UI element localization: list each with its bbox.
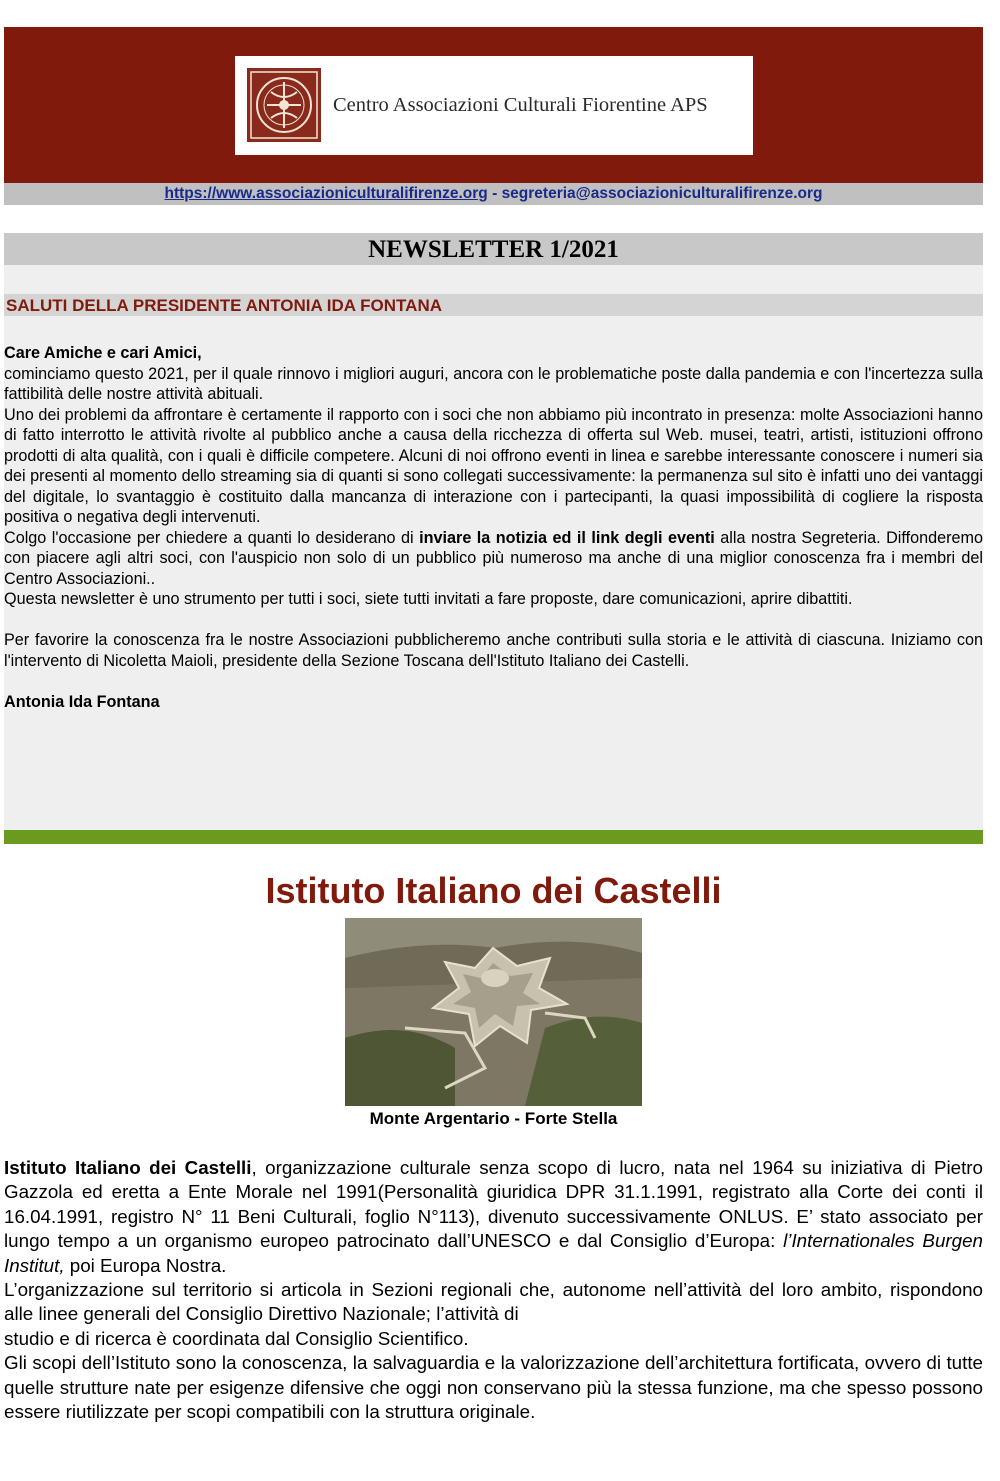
greeting-body — [4, 343, 983, 712]
greeting-paragraph: Per favorire la conoscenza fra le nostre Associazioni pubblicheremo anche contributi sulla storia e le attività di ciascuna. Iniziamo con l'intervento di Nicoletta Maioli, presidente della Sezione Toscana dell'Istituto Italiano dei Castelli. — [4, 631, 983, 670]
greeting-section — [4, 265, 983, 840]
photo-caption: Monte Argentario - Forte Stella — [369, 1109, 618, 1128]
article-paragraph: Istituto Italiano dei Castelli, organizzazione culturale senza scopo di lucro, nata nel 1964 su iniziativa di Pietro Gazzola ed eretta a Ente Morale nel 1991(Personalità giuridica DPR 31.1.1991, registrato alla Corte dei conti il 16.04.1991, registro N° 11 Beni Culturali, foglio N°113), divenuto successivamente ONLUS. E’ stato associato per lungo tempo a un organismo europeo patrocinato dall’UNESCO e dal Consiglio d’Europa: l’Internationales Burgen Institut, poi Europa Nostra. — [4, 1157, 984, 1276]
contact-links — [4, 183, 983, 205]
section-divider — [4, 830, 983, 844]
link-separator: - — [487, 185, 502, 202]
newsletter-title: NEWSLETTER 1/2021 — [4, 233, 983, 265]
salutation: Care Amiche e cari Amici, — [4, 344, 202, 362]
article-paragraph: L’organizzazione sul territorio si articola in Sezioni regionali che, autonome nell’attività del loro ambito, rispondono alle linee generali del Consiglio Direttivo Nazionale; l’attività di studio e di ricerca è coordinata dal Consiglio Scientifico. — [4, 1279, 983, 1349]
greeting-heading: SALUTI DELLA PRESIDENTE ANTONIA IDA FONTANA — [4, 294, 983, 316]
greeting-paragraph: Questa newsletter è uno strumento per tutti i soci, siete tutti invitati a fare proposte, dare comunicazioni, aprire dibattiti. — [4, 590, 853, 608]
article-paragraph: Gli scopi dell’Istituto sono la conoscenza, la salvaguardia e la valorizzazione dell’architettura fortificata, ovvero di tutte quelle strutture nate per esigenze difensive che oggi non conservano più la stessa funzione, ma che spesso possono essere riutilizzate per scopi compatibili con la struttura originale. — [4, 1352, 983, 1423]
email-link[interactable]: segreteria@associazioniculturalifirenze.org — [501, 185, 823, 202]
website-link[interactable]: https://www.associazioniculturalifirenze.org — [164, 185, 488, 202]
fort-photo — [345, 918, 642, 1106]
greeting-paragraph: Uno dei problemi da affrontare è certamente il rapporto con i soci che non abbiamo più incontrato in presenza: molte Associazioni hanno di fatto interrotto le attività rivolte al pubblico anche a causa della ricchezza di offerta sul Web. musei, teatri, artisti, istituzioni offrono prodotti di alta qualità, con i quali è difficile competere. Alcuni di noi offrono eventi in linea e sarebbe interessante conoscere i numeri sia dei presenti al momento dello streaming sia di quanti si sono collegati successivamente: la permanenza sul sito è infatti uno dei vantaggi del digitale, lo svantaggio è costituito dalla mancanza di interazione con i partecipanti, la quasi impossibilità di cogliere la risposta positiva o negativa degli intervenuti. — [4, 405, 983, 526]
emblem-icon — [247, 68, 321, 142]
emphasis-text: inviare la notizia ed il link degli eventi — [419, 528, 715, 547]
article-body — [4, 1156, 983, 1424]
greeting-paragraph: cominciamo questo 2021, per il quale rinnovo i migliori auguri, ancora con le problematiche poste dalla pandemia e con l'incertezza sulla fattibilità delle nostre attività abituali. — [4, 364, 983, 403]
signature: Antonia Ida Fontana — [4, 692, 160, 711]
star-fort-image — [345, 918, 642, 1106]
greeting-paragraph: Colgo l'occasione per chiedere a quanti lo desiderano di inviare la notizia ed il link degli eventi alla nostra Segreteria. Diffonderemo con piacere agli altri soci, con l'auspicio non solo di un pubblico più numeroso ma anche di una miglior conoscenza fra i membri del Centro Associazioni.. — [4, 528, 983, 588]
logo — [235, 56, 753, 155]
logo-text: Centro Associazioni Culturali Fiorentine APS — [333, 94, 708, 116]
article-title: Istituto Italiano dei Castelli — [265, 870, 722, 911]
header-banner — [4, 27, 983, 183]
